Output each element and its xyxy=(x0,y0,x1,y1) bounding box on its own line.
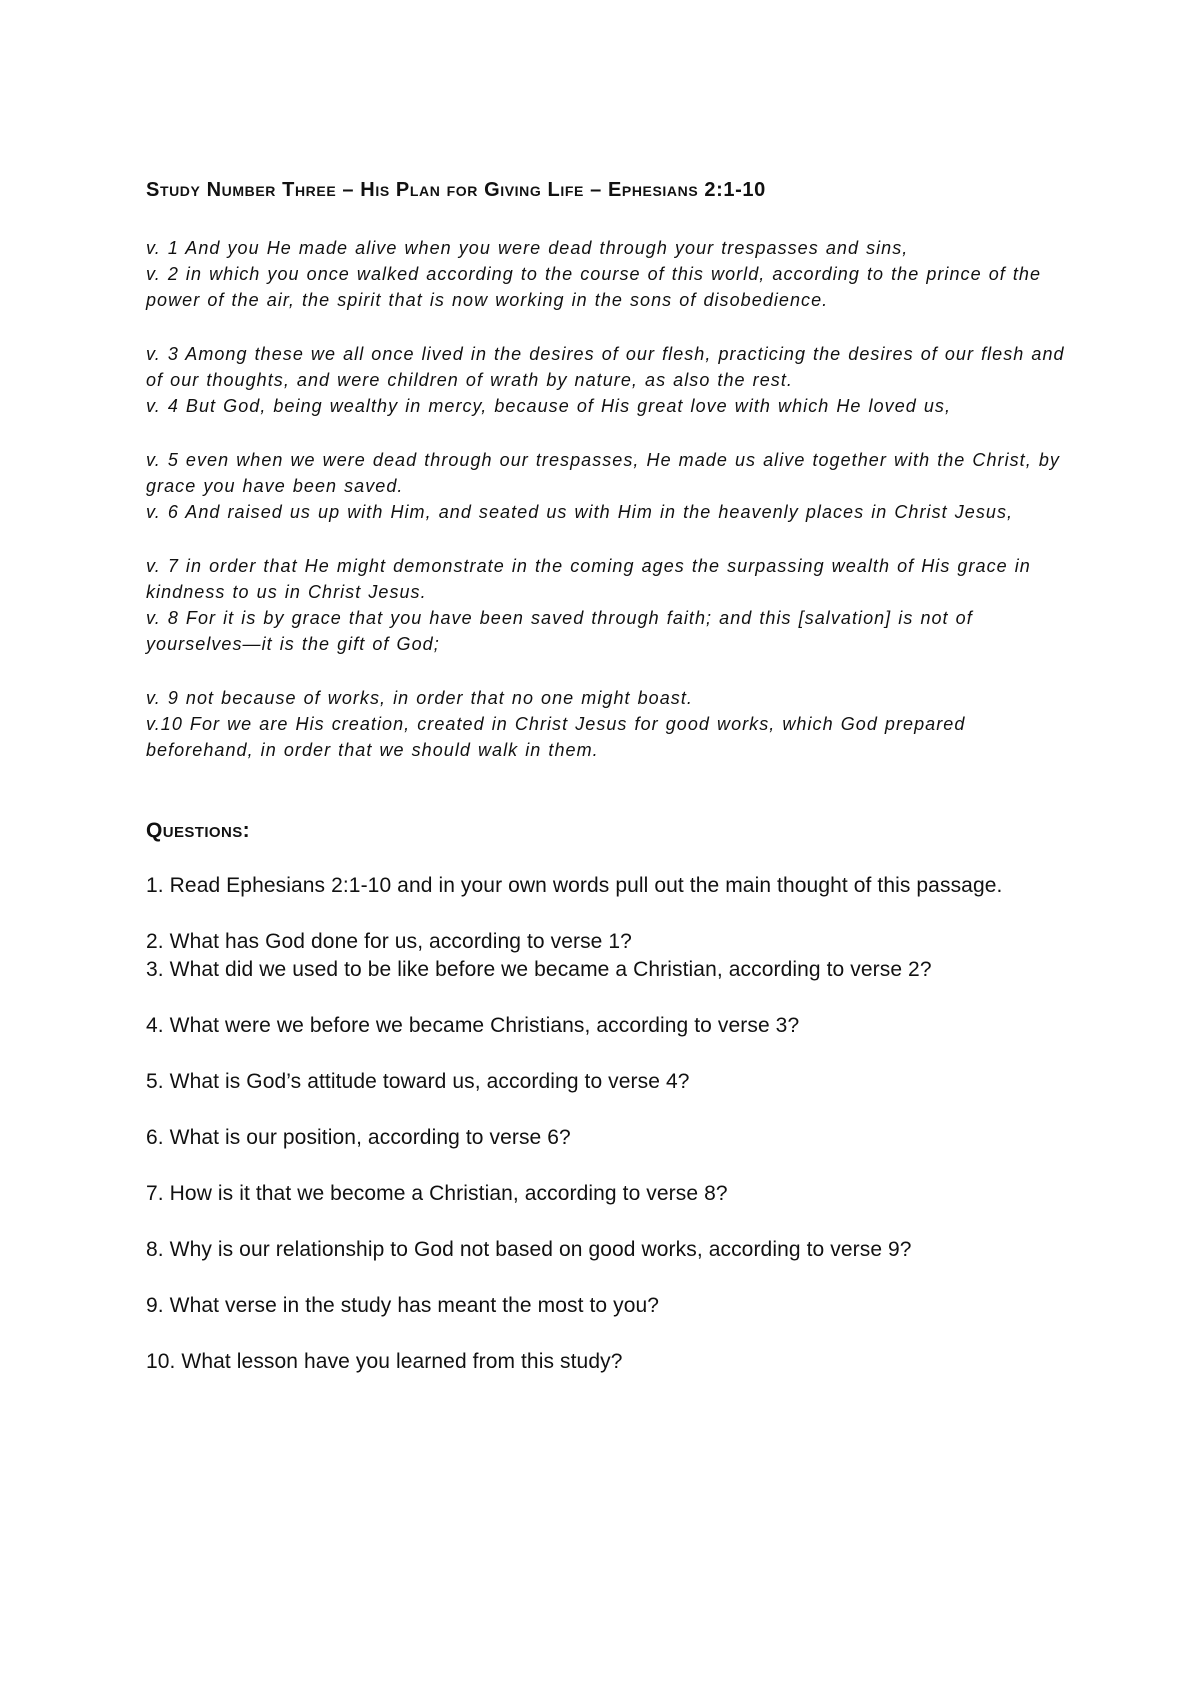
verse-group xyxy=(146,553,1066,657)
question-group xyxy=(146,872,1076,900)
verse-7: v. 7 in order that He might demonstrate in the coming ages the surpassing wealth of His grace in kindness to us in Christ Jesus. xyxy=(146,556,1031,602)
scripture-passage xyxy=(146,235,1066,791)
question-group xyxy=(146,1124,1076,1152)
verse-group xyxy=(146,235,1066,313)
question-5: 5. What is God’s attitude toward us, according to verse 4? xyxy=(146,1070,690,1093)
verse-3: v. 3 Among these we all once lived in the desires of our flesh, practicing the desires of our flesh and of our thoughts, and were children of wrath by nature, as also the rest. xyxy=(146,344,1065,390)
question-group xyxy=(146,1012,1076,1040)
verse-8: v. 8 For it is by grace that you have been saved through faith; and this [salvation] is not of yourselves—it is the gift of God; xyxy=(146,608,973,654)
verse-group xyxy=(146,341,1066,419)
verse-2: v. 2 in which you once walked according to the course of this world, according to the prince of the power of the air, the spirit that is now working in the sons of disobedience. xyxy=(146,264,1042,310)
questions-list xyxy=(146,872,1076,1404)
study-title: Study Number Three – His Plan for Giving Life – Ephesians 2:1-10 xyxy=(146,179,766,201)
question-group xyxy=(146,1068,1076,1096)
question-8: 8. Why is our relationship to God not based on good works, according to verse 9? xyxy=(146,1238,912,1261)
question-group xyxy=(146,1292,1076,1320)
question-6: 6. What is our position, according to verse 6? xyxy=(146,1126,571,1149)
verse-group xyxy=(146,447,1066,525)
question-10: 10. What lesson have you learned from this study? xyxy=(146,1350,623,1373)
questions-heading: Questions: xyxy=(146,819,251,842)
verse-6: v. 6 And raised us up with Him, and seated us with Him in the heavenly places in Christ Jesus, xyxy=(146,502,1014,522)
verse-4: v. 4 But God, being wealthy in mercy, because of His great love with which He loved us, xyxy=(146,396,952,416)
verse-5: v. 5 even when we were dead through our trespasses, He made us alive together with the Christ, by grace you have been saved. xyxy=(146,450,1060,496)
verse-10: v.10 For we are His creation, created in Christ Jesus for good works, which God prepared beforehand, in order that we should walk in them. xyxy=(146,714,966,760)
question-group xyxy=(146,1348,1076,1376)
question-4: 4. What were we before we became Christians, according to verse 3? xyxy=(146,1014,800,1037)
question-group xyxy=(146,928,1076,984)
question-2: 2. What has God done for us, according to verse 1? xyxy=(146,930,632,953)
question-1: 1. Read Ephesians 2:1-10 and in your own words pull out the main thought of this passage. xyxy=(146,874,1003,897)
question-7: 7. How is it that we become a Christian, according to verse 8? xyxy=(146,1182,728,1205)
verse-1: v. 1 And you He made alive when you were dead through your trespasses and sins, xyxy=(146,238,909,258)
question-group xyxy=(146,1180,1076,1208)
verse-9: v. 9 not because of works, in order that no one might boast. xyxy=(146,688,693,708)
question-group xyxy=(146,1236,1076,1264)
verse-group xyxy=(146,685,1066,763)
question-9: 9. What verse in the study has meant the most to you? xyxy=(146,1294,660,1317)
question-3: 3. What did we used to be like before we became a Christian, according to verse 2? xyxy=(146,958,932,981)
